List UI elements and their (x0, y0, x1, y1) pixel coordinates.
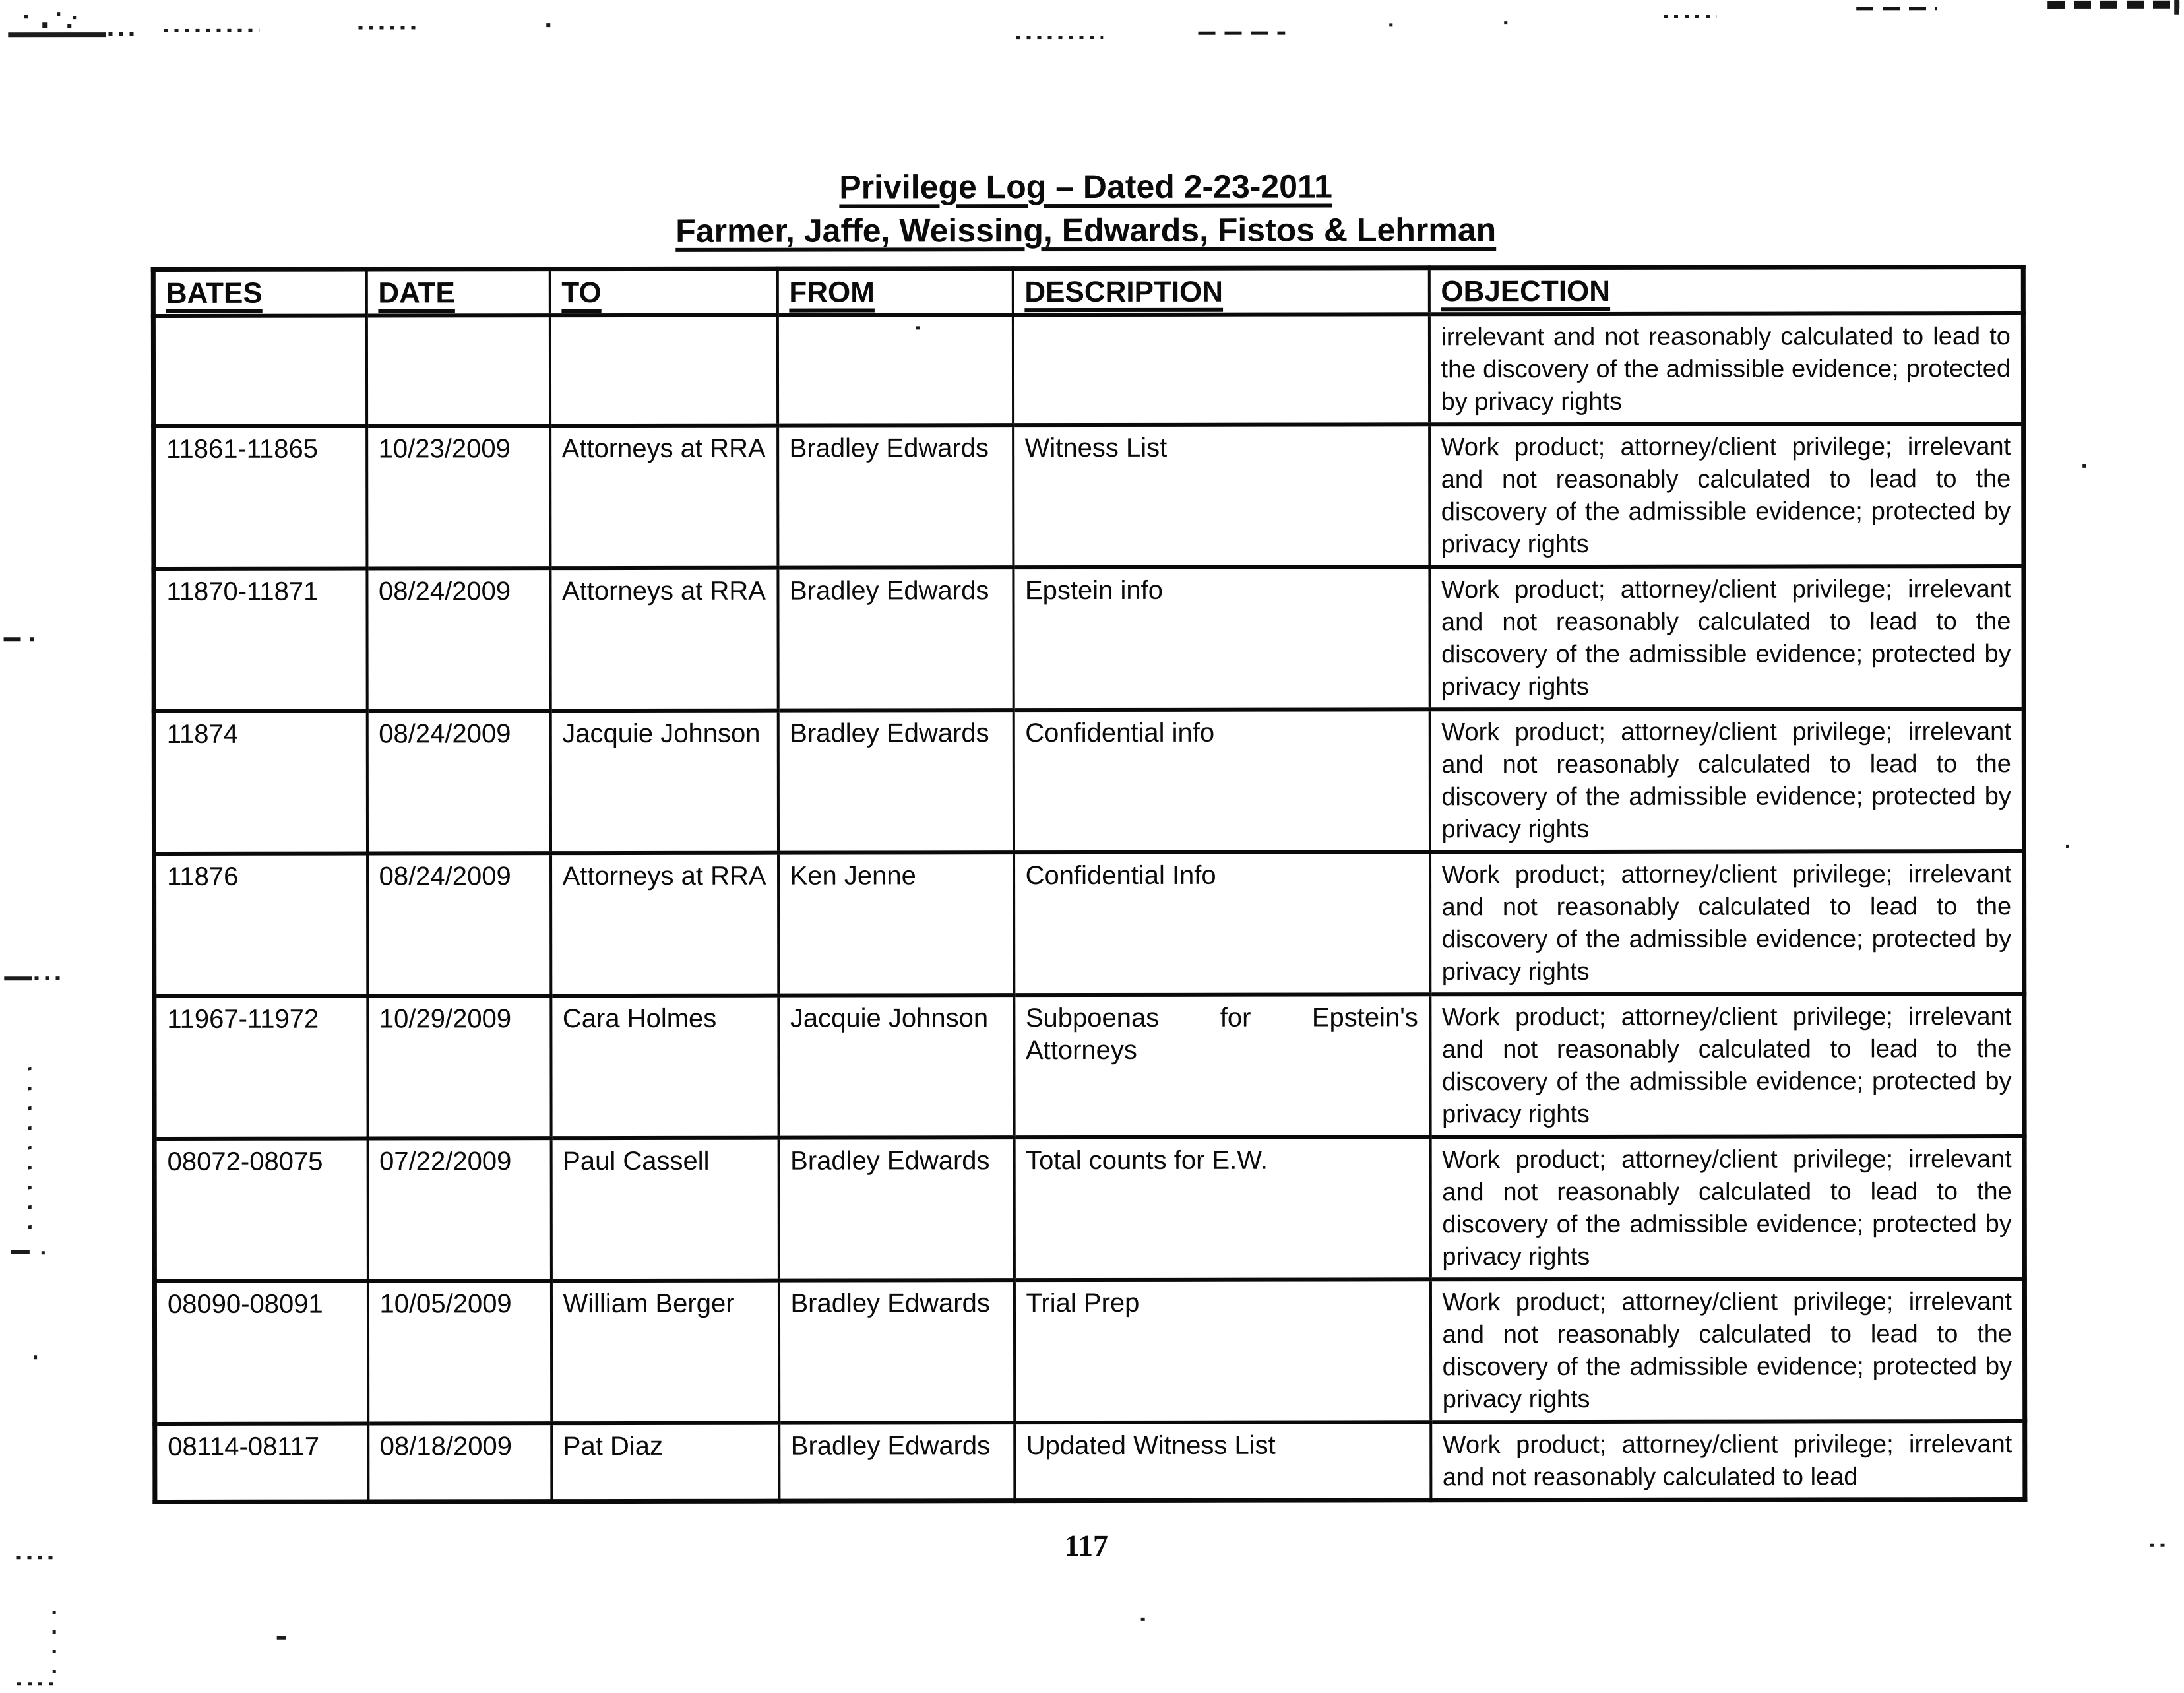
scan-artifact (2047, 1, 2179, 9)
from-cell: Bradley Edwards (778, 1280, 1014, 1422)
page-number: 117 (1064, 1528, 1108, 1563)
header-from (777, 269, 1013, 315)
scan-artifact (108, 32, 139, 36)
scan-artifact (1504, 21, 1507, 24)
bates-cell: 11861-11865 (154, 426, 367, 569)
description-cell: Total counts for E.W. (1014, 1137, 1430, 1280)
description-cell: Subpoenas for Epstein's Attorneys (1014, 994, 1430, 1137)
scan-artifact (2174, 0, 2179, 15)
header-objection (1429, 267, 2023, 315)
privilege-log-table (151, 265, 2028, 1504)
scan-artifact (42, 22, 47, 28)
objection-cell: irrelevant and not reasonably calculated to lead to the discovery of the admissible evidence; protected by privacy rights (1429, 313, 2023, 424)
header-from-label: FROM (789, 276, 875, 309)
description-cell: Updated Witness List (1014, 1422, 1431, 1500)
from-cell: Bradley Edwards (778, 1137, 1014, 1280)
from-cell: Bradley Edwards (778, 425, 1013, 567)
scan-artifact (34, 976, 61, 980)
scan-artifact (4, 976, 32, 980)
bates-cell: 08090-08091 (154, 1281, 367, 1424)
document-title (151, 164, 2021, 253)
table-row (154, 994, 2024, 1139)
table-row (155, 1421, 2025, 1502)
scan-artifact (4, 637, 34, 641)
scan-artifact (1198, 32, 1285, 35)
scan-artifact (17, 1556, 54, 1559)
scan-artifact (2082, 464, 2086, 468)
from-cell: Bradley Edwards (778, 567, 1013, 710)
header-objection-label: OBJECTION (1441, 274, 1611, 308)
scan-artifact (11, 1250, 30, 1254)
date-cell: 08/24/2009 (367, 853, 551, 996)
title-line-1: Privilege Log – Dated 2-23-2011 (839, 168, 1332, 206)
to-cell: Cara Holmes (551, 996, 778, 1138)
objection-cell: Work product; attorney/client privilege; irrelevant and not reasonably calculated to lead to the discovery of the admissible evidence; protected by privacy rights (1430, 1279, 2024, 1422)
from-cell: Bradley Edwards (779, 1422, 1014, 1501)
description-cell: Confidential Info (1014, 852, 1430, 995)
scan-artifact (8, 32, 106, 37)
header-date (366, 269, 549, 316)
objection-cell: Work product; attorney/client privilege; irrelevant and not reasonably calculated to lead to the discovery of the admissible evidence; protected by privacy rights (1430, 1136, 2024, 1279)
privilege-log-header (153, 267, 2023, 316)
scan-artifact (1389, 23, 1392, 26)
table-row (154, 1279, 2024, 1424)
table-row (154, 851, 2024, 996)
from-cell (777, 315, 1013, 425)
to-cell: Pat Diaz (551, 1423, 779, 1502)
scan-artifact (53, 1607, 56, 1673)
description-cell: Witness List (1013, 424, 1429, 567)
privilege-log-body (153, 313, 2025, 1502)
scan-artifact (1664, 15, 1716, 18)
bates-cell: 11870-11871 (154, 569, 367, 711)
scan-artifact (67, 24, 71, 28)
description-cell: Epstein info (1013, 567, 1429, 710)
objection-cell: Work product; attorney/client privilege; irrelevant and not reasonably calculated to lead to the discovery of the admissible evidence; protected by privacy rights (1430, 851, 2024, 994)
date-cell: 07/22/2009 (367, 1138, 551, 1281)
to-cell: Jacquie Johnson (550, 711, 778, 853)
table-row (153, 313, 2023, 426)
header-to (549, 269, 777, 315)
bates-cell: 08072-08075 (154, 1139, 367, 1281)
header-bates-label: BATES (166, 276, 263, 309)
bates-cell: 08114-08117 (155, 1424, 368, 1502)
scan-artifact (358, 26, 421, 29)
description-cell (1013, 314, 1429, 425)
scan-artifact (17, 1682, 57, 1685)
scan-artifact (546, 23, 550, 27)
from-cell: Ken Jenne (778, 852, 1014, 995)
date-cell (366, 315, 549, 426)
scan-artifact (42, 1251, 45, 1254)
objection-cell: Work product; attorney/client privilege; irrelevant and not reasonably calculated to lead to the discovery of the admissible evidence; protected by privacy rights (1430, 994, 2024, 1137)
scan-artifact (277, 1636, 286, 1640)
scan-artifact (916, 326, 920, 329)
to-cell: Paul Cassell (551, 1138, 778, 1281)
objection-cell: Work product; attorney/client privilege; irrelevant and not reasonably calculated to lead (1431, 1421, 2025, 1500)
header-to-label: TO (561, 276, 602, 309)
table-row (154, 424, 2024, 569)
scan-artifact (2066, 845, 2069, 848)
to-cell: Attorneys at RRA (550, 568, 778, 711)
description-cell: Trial Prep (1014, 1279, 1430, 1422)
scan-artifact (2150, 1544, 2169, 1547)
header-row (153, 267, 2023, 316)
table-row (154, 566, 2024, 711)
header-date-label: DATE (378, 276, 455, 309)
to-cell: William Berger (551, 1281, 778, 1423)
date-cell: 10/23/2009 (367, 426, 550, 568)
description-cell: Confidential info (1013, 709, 1429, 852)
scan-artifact (73, 16, 76, 19)
to-cell: Attorneys at RRA (550, 426, 778, 568)
scan-artifact (28, 1057, 31, 1229)
date-cell: 10/05/2009 (367, 1281, 551, 1423)
to-cell (549, 315, 777, 426)
date-cell: 08/24/2009 (367, 568, 550, 711)
scan-artifact (24, 15, 28, 18)
header-description (1013, 268, 1429, 315)
from-cell: Jacquie Johnson (778, 995, 1014, 1137)
title-line-2: Farmer, Jaffe, Weissing, Edwards, Fistos & Lehrman (675, 211, 1497, 249)
bates-cell: 11874 (154, 711, 367, 854)
table-row (154, 709, 2024, 854)
scan-artifact (1016, 36, 1103, 39)
bates-cell: 11967-11972 (154, 996, 367, 1139)
scan-artifact (164, 29, 259, 32)
header-description-label: DESCRIPTION (1024, 275, 1224, 309)
scan-artifact (1141, 1618, 1145, 1621)
from-cell: Bradley Edwards (778, 710, 1013, 852)
date-cell: 08/24/2009 (367, 711, 550, 853)
table-row (154, 1136, 2024, 1281)
objection-cell: Work product; attorney/client privilege; irrelevant and not reasonably calculated to lead to the discovery of the admissible evidence; protected by privacy rights (1429, 709, 2024, 852)
objection-cell: Work product; attorney/client privilege; irrelevant and not reasonably calculated to lead to the discovery of the admissible evidence; protected by privacy rights (1429, 424, 2024, 567)
date-cell: 08/18/2009 (368, 1423, 551, 1502)
scan-artifact (1856, 7, 1937, 10)
bates-cell (153, 316, 366, 426)
objection-cell: Work product; attorney/client privilege; irrelevant and not reasonably calculated to lead to the discovery of the admissible evidence; protected by privacy rights (1429, 566, 2024, 709)
date-cell: 10/29/2009 (367, 996, 551, 1138)
scan-artifact (57, 12, 60, 16)
bates-cell: 11876 (154, 854, 367, 996)
header-bates (153, 269, 366, 316)
to-cell: Attorneys at RRA (551, 853, 778, 996)
scan-artifact (34, 1355, 37, 1359)
